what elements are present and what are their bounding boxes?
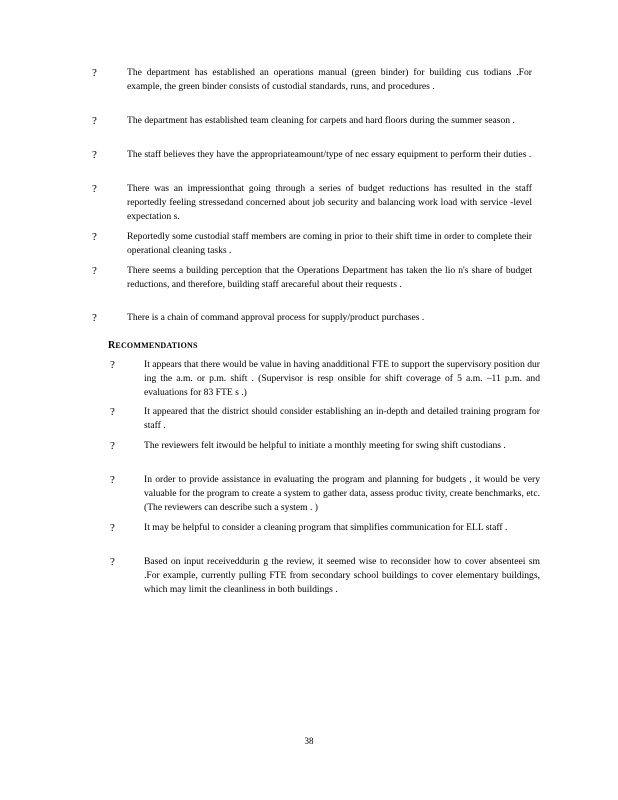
bullet-icon: ?: [92, 183, 97, 195]
list-item: [92, 182, 532, 225]
page-number: 38: [304, 736, 314, 746]
finding-text: There seems a building perception that the Operations Department has taken the lio n's share of budget reductions, and therefore, building staff arecareful about their requests .: [127, 265, 532, 291]
list-item: [110, 439, 540, 453]
finding-text: The department has established team cleaning for carpets and hard floors during the summer season .: [127, 115, 515, 126]
bullet-icon: ?: [110, 359, 115, 371]
recommendation-text: In order to provide assistance in evaluating the program and planning for budgets , it would be very valuable for the program to create a system to gather data, assess produc tivity, create benchmarks, etc. (The reviewers can describe such a system . ): [144, 474, 540, 514]
finding-text: The department has established an operations manual (green binder) for building cus todians .For example, the green binder consists of custodial standards, runs, and procedures .: [127, 67, 532, 93]
list-item: [92, 230, 532, 258]
list-item: [92, 311, 532, 325]
bullet-icon: ?: [110, 556, 115, 568]
list-item: [92, 148, 532, 162]
recommendation-text: It may be helpful to consider a cleaning program that simplifies communication for ELL staff .: [144, 522, 508, 533]
finding-text: There was an impressionthat going through a series of budget reductions has resulted in the staff reportedly feeling stressedand concerned about job security and balancing work load with service -level expectation s.: [127, 183, 532, 223]
finding-text: There is a chain of command approval process for supply/product purchases .: [127, 312, 425, 323]
bullet-icon: ?: [92, 149, 97, 161]
heading-rest: ECOMMENDATIONS: [115, 341, 198, 350]
list-item: [92, 66, 532, 94]
recommendation-text: The reviewers felt itwould be helpful to initiate a monthly meeting for swing shift custodians .: [144, 440, 506, 451]
list-item: [92, 114, 532, 128]
finding-text: Reportedly some custodial staff members are coming in prior to their shift time in order to complete their operational cleaning tasks .: [127, 231, 532, 257]
finding-text: The staff believes they have the appropriateamount/type of nec essary equipment to perform their duties .: [127, 149, 532, 160]
bullet-icon: ?: [92, 312, 97, 324]
bullet-icon: ?: [110, 406, 115, 418]
recommendations-heading: [108, 340, 198, 351]
list-item: [110, 405, 540, 433]
bullet-icon: ?: [92, 67, 97, 79]
recommendation-text: It appears that there would be value in having anadditional FTE to support the supervisory position dur ing the a.m. or p.m. shift . (Supervisor is resp onsible for shift coverage of 5 a.m. –11 p.m. and evaluations for 83 FTE s .): [144, 359, 540, 399]
list-item: [110, 358, 540, 401]
bullet-icon: ?: [110, 440, 115, 452]
list-item: [110, 521, 540, 535]
bullet-icon: ?: [110, 474, 115, 486]
list-item: [110, 555, 540, 598]
bullet-icon: ?: [92, 231, 97, 243]
bullet-icon: ?: [92, 115, 97, 127]
recommendation-text: It appeared that the district should consider establishing an in-depth and detailed training program for staff .: [144, 406, 540, 432]
heading-initial: R: [108, 340, 116, 351]
recommendation-text: Based on input receiveddurin g the review, it seemed wise to reconsider how to cover absenteei sm .For example, currently pulling FTE from secondary school buildings to cover elementary buildings, which may limit the cleanliness in both buildings .: [144, 556, 540, 596]
bullet-icon: ?: [92, 265, 97, 277]
bullet-icon: ?: [110, 522, 115, 534]
list-item: [110, 473, 540, 516]
list-item: [92, 264, 532, 292]
